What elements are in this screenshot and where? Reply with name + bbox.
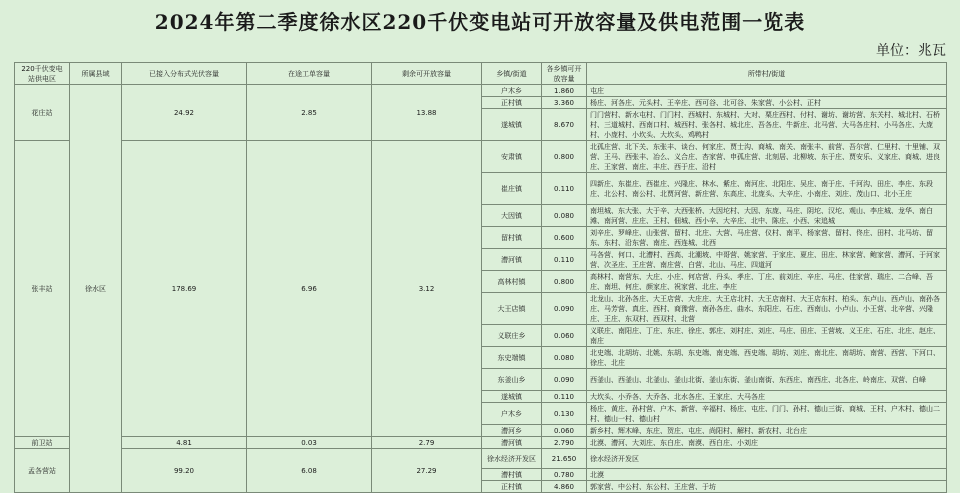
town-cell: 正村镇	[482, 97, 542, 109]
town-cell: 漕村镇	[482, 469, 542, 481]
town-cell: 户木乡	[482, 85, 542, 97]
villages-cell: 杨庄、黄庄、孙村营、户木、新营、辛福村、杨庄、屯庄、门门、孙村、德山三街、商城、王村、户木村、德山二村、德山一村、德山村	[587, 403, 947, 425]
town-capacity-cell: 4.860	[542, 481, 587, 493]
in-progress-capacity: 0.03	[247, 437, 372, 449]
header-connected: 已接入分布式光伏容量	[122, 63, 247, 85]
town-cell: 东史端镇	[482, 347, 542, 369]
town-cell: 大因镇	[482, 205, 542, 227]
villages-cell: 杨庄、河各庄、元头村、王辛庄、西可谷、北可谷、朱家营、小公村、正村	[587, 97, 947, 109]
villages-cell: 徐水经济开发区	[587, 449, 947, 469]
town-cell: 徐水经济开发区	[482, 449, 542, 469]
county-name: 徐水区	[70, 85, 122, 493]
capacity-table-container	[14, 62, 946, 491]
town-capacity-cell: 0.090	[542, 293, 587, 325]
villages-cell: 大坎头、小乔各、大乔各、北水各庄、王家庄、大马各庄	[587, 391, 947, 403]
connected-capacity: 178.69	[122, 141, 247, 437]
station-name: 花庄站	[15, 85, 70, 141]
remaining-capacity: 2.79	[372, 437, 482, 449]
in-progress-capacity: 6.08	[247, 449, 372, 493]
villages-cell: 北孤庄营、北下关、东张丰、谈台、何家庄、贾士沟、商城、南关、南张丰、前营、吾尔营、仁里村、十里铺、双营、王马、西张丰、冶么、义合庄、杏家营、申孤庄营、北刻居、北柳坡、东于庄、贾安乐、义家庄、商城、进良庄、王家营、南庄、丰庄、西于庄、沿村	[587, 141, 947, 173]
town-capacity-cell: 0.090	[542, 369, 587, 391]
connected-capacity: 24.92	[122, 85, 247, 141]
villages-cell: 马各营、何口、北漕村、西高、北潮坡、中哥营、姚家营、于家庄、夏庄、田庄、林家营、鲍家营、漕河、于河家营、次圣庄、王庄营、南庄营、白营、北山、马庄、四道河	[587, 249, 947, 271]
page-title: 2024年第二季度徐水区220千伏变电站可开放容量及供电范围一览表	[154, 10, 806, 34]
town-cell: 漕河镇	[482, 437, 542, 449]
town-capacity-cell: 1.860	[542, 85, 587, 97]
town-cell: 崔庄镇	[482, 173, 542, 205]
header-in-progress: 在途工单容量	[247, 63, 372, 85]
villages-cell: 义联庄、南阳庄、丁庄、东庄、徐庄、郭庄、刘村庄、刘庄、马庄、田庄、王营坡、义王庄、石庄、北庄、赵庄、南庄	[587, 325, 947, 347]
header-station: 220千伏变电站供电区	[15, 63, 70, 85]
town-capacity-cell: 0.800	[542, 271, 587, 293]
town-cell: 留村镇	[482, 227, 542, 249]
town-cell: 漕河乡	[482, 425, 542, 437]
header-villages: 所带村/街道	[587, 63, 947, 85]
table-row	[15, 85, 947, 97]
town-capacity-cell: 0.110	[542, 173, 587, 205]
villages-cell: 刘辛庄、罗峰庄、山张营、留村、北庄、大营、马庄营、仪村、南平、杨家营、留村、佟庄、田村、北马坊、留东、东村、沿东营、南庄、西连城、北西	[587, 227, 947, 249]
town-cell: 高林村镇	[482, 271, 542, 293]
town-capacity-cell: 3.360	[542, 97, 587, 109]
town-capacity-cell: 8.670	[542, 109, 587, 141]
remaining-capacity: 13.88	[372, 85, 482, 141]
header-remaining: 剩余可开放容量	[372, 63, 482, 85]
villages-cell: 北漠、漕河、大刘庄、东白庄、南漠、西白庄、小刘庄	[587, 437, 947, 449]
town-capacity-cell: 21.650	[542, 449, 587, 469]
town-cell: 大王店镇	[482, 293, 542, 325]
header-county: 所属县域	[70, 63, 122, 85]
town-capacity-cell: 0.600	[542, 227, 587, 249]
header-row	[15, 63, 947, 85]
station-name: 孟各营站	[15, 449, 70, 493]
town-capacity-cell: 0.060	[542, 425, 587, 437]
town-cell: 漕河镇	[482, 249, 542, 271]
remaining-capacity: 27.29	[372, 449, 482, 493]
connected-capacity: 4.81	[122, 437, 247, 449]
villages-cell: 南坦城、东大张、大于辛、大西张桥、大因坨村、大因、东庞、马庄、阴坨、汉坨、观山、李庄城、龙华、南白滩、南河营、庄庄、王村、佃城、西小辛、大辛庄、北中、陈庄、小西、宋追城	[587, 205, 947, 227]
town-cell: 遂城镇	[482, 391, 542, 403]
town-cell: 遂城镇	[482, 109, 542, 141]
town-cell: 正村镇	[482, 481, 542, 493]
town-cell: 义联庄乡	[482, 325, 542, 347]
town-cell: 东釜山乡	[482, 369, 542, 391]
town-capacity-cell: 0.110	[542, 249, 587, 271]
town-capacity-cell: 0.110	[542, 391, 587, 403]
town-capacity-cell: 0.780	[542, 469, 587, 481]
town-capacity-cell: 0.130	[542, 403, 587, 425]
villages-cell: 西釜山、西釜山、北釜山、釜山北街、釜山东街、釜山南街、东西庄、南西庄、北各庄、岭南庄、双营、白峰	[587, 369, 947, 391]
remaining-capacity: 3.12	[372, 141, 482, 437]
table-row	[15, 449, 947, 469]
villages-cell: 新乡村、辉木峰、东庄、贺庄、屯庄、尚阳村、解村、新农村、北台庄	[587, 425, 947, 437]
station-name: 前卫站	[15, 437, 70, 449]
town-capacity-cell: 2.790	[542, 437, 587, 449]
villages-cell: 郭家营、中公村、东公村、王庄营、于坊	[587, 481, 947, 493]
capacity-table	[14, 62, 947, 493]
header-town: 乡镇/街道	[482, 63, 542, 85]
villages-cell: 屯庄	[587, 85, 947, 97]
villages-cell: 北漠	[587, 469, 947, 481]
town-capacity-cell: 0.060	[542, 325, 587, 347]
town-cell: 安肃镇	[482, 141, 542, 173]
villages-cell: 门门营村、新水屯村、门门村、西城村、东城村、大对、栗庄西村、付村、谢坊、谢坊营、东关村、城北村、石桥村、三道城村、西南口村、城西村、张各村、城北庄、吾各庄、牛新庄、北马营、大马各庄村、小马各庄、大庞村、小庞村、小坎头、大坎头、鸡鸭村	[587, 109, 947, 141]
villages-cell: 四新庄、东崔庄、西崔庄、兴隆庄、林水、紫庄、南河庄、北阳庄、吴庄、南于庄、千河沟、田庄、李庄、东段庄、北公村、南公村、北贾河营、新庄营、东高庄、北庞头、大辛庄、小南庄、刘庄、茂山口、北小王庄	[587, 173, 947, 205]
villages-cell: 北龙山、北孙各庄、大王店营、大庄庄、大王店北村、大王店南村、大王店东村、柏头、东卢山、西卢山、南孙各庄、马芳营、真庄、西村、商豫营、南孙各庄、曲水、东阳庄、石庄、西南山、小卢山、小王营、北辛营、兴隆庄、王庄、东双村、西双村、北营	[587, 293, 947, 325]
station-name: 张丰站	[15, 141, 70, 437]
town-capacity-cell: 0.800	[542, 141, 587, 173]
in-progress-capacity: 2.85	[247, 85, 372, 141]
connected-capacity: 99.20	[122, 449, 247, 493]
villages-cell: 北史端、北胡坊、北姚、东胡、东史端、南史端、西史端、胡坊、刘庄、南北庄、南胡坊、南营、西营、下河口、徐庄、北庄	[587, 347, 947, 369]
town-capacity-cell: 0.080	[542, 347, 587, 369]
town-capacity-cell: 0.080	[542, 205, 587, 227]
header-town-capacity: 各乡镇可开放容量	[542, 63, 587, 85]
table-row	[15, 141, 947, 173]
villages-cell: 高林村、南营东、大庄、小庄、何店营、丹头、孝庄、丁庄、前刘庄、辛庄、马庄、佳家营、瑞庄、二合峰、吾庄、南坦、何庄、颜家庄、祝家营、北庄、李庄	[587, 271, 947, 293]
unit-label: 单位：兆瓦	[876, 43, 946, 59]
town-cell: 户木乡	[482, 403, 542, 425]
table-row	[15, 437, 947, 449]
in-progress-capacity: 6.96	[247, 141, 372, 437]
